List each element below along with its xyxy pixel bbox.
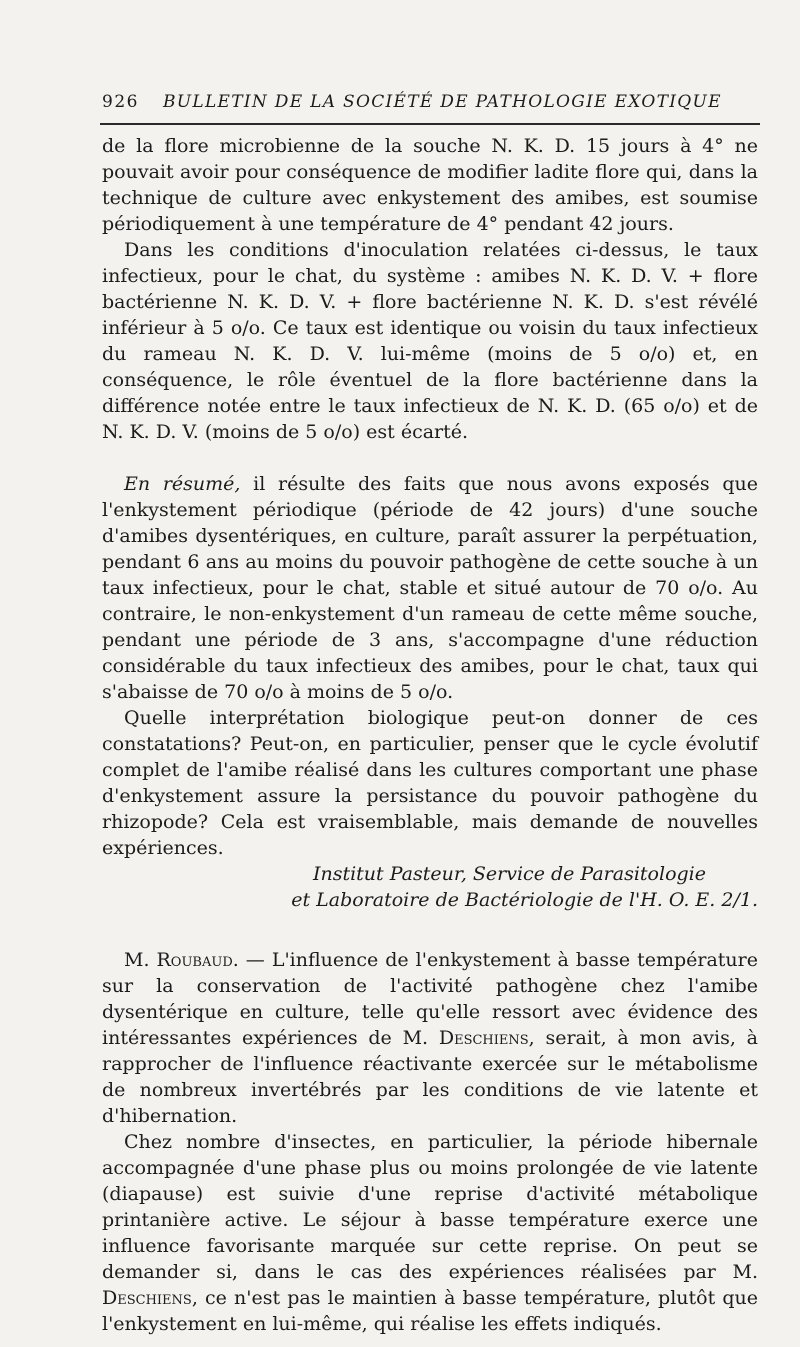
paragraph-continuation: de la flore microbienne de la souche N. K. D. 15 jours à 4° ne pouvait avoir pour conséquence de modifier ladite flore qui, dans la technique de culture avec enkystement des amibes, est soumise périodiquement à une température de 4° pendant 42 jours. [102,135,758,235]
insects-text-a: Chez nombre d'insectes, en particulier, la période hibernale accompagnée d'une phase plus ou moins prolongée de vie latente (diapause) est suivie d'une reprise d'activité métabolique printanière active. Le séjour à basse température exerce une influence favorisante marquée sur cette reprise. On peut se demander si, dans le cas des expériences réalisées par M. [102,1131,758,1283]
affiliation-line-1: Institut Pasteur, Service de Parasitologie [312,863,706,885]
journal-title: BULLETIN DE LA SOCIÉTÉ DE PATHOLOGIE EXOTIQUE [162,92,722,112]
author-name-roubaud: M. Roubaud. [124,949,239,971]
roubaud-text-b: , serait, à mon avis, à rapprocher de l'influence réactivante exercée sur le métabolisme de nombreux invertébrés par les conditions de vie latente et d'hibernation. [102,1027,758,1127]
author-name-deschiens-2: Deschiens [102,1287,192,1309]
author-name-deschiens: Deschiens [438,1027,529,1049]
paragraph-roubaud-comment [102,947,758,1129]
body-text [102,133,758,1337]
paragraph-summary [102,471,758,705]
paragraph-inoculation-conditions: Dans les conditions d'inoculation relatées ci-dessus, le taux infectieux, pour le chat, du système : amibes N. K. D. V. + flore bactérienne N. K. D. V. + flore bactérienne N. K. D. s'est révélé inférieur à 5 o/o. Ce taux est identique ou voisin du taux infectieux du rameau N. K. D. V. lui-même (moins de 5 o/o) et, en conséquence, le rôle éventuel de la flore bactérienne dans la différence notée entre le taux infectieux de N. K. D. (65 o/o) et de N. K. D. V. (moins de 5 o/o) est écarté. [102,239,758,443]
summary-text: il résulte des faits que nous avons exposés que l'enkystement périodique (période de 42 jours) d'une souche d'amibes dysentériques, en culture, paraît assurer la perpétuation, pendant 6 ans au moins du pouvoir pathogène de cette souche à un taux infectieux, pour le chat, stable et situé autour de 70 o/o. Au contraire, le non-enkystement d'un rameau de cette même souche, pendant une période de 3 ans, s'accompagne d'une réduction considérable du taux infectieux des amibes, pour le chat, taux qui s'abaisse de 70 o/o à moins de 5 o/o. [102,473,758,703]
summary-lead: En résumé, [124,473,241,495]
roubaud-text-a: — L'influence de l'enkystement à basse température sur la conservation de l'activité pathogène chez l'amibe dysentérique en culture, telle qu'elle ressort avec évidence des intéressantes expériences de M. [102,949,758,1049]
insects-text-b: , ce n'est pas le maintien à basse température, plutôt que l'enkystement en lui-même, qui réalise les effets indiqués. [102,1287,758,1335]
paragraph-interpretation: Quelle interprétation biologique peut-on donner de ces constatations? Peut-on, en particulier, penser que le cycle évolutif complet de l'amibe réalisé dans les cultures comportant une phase d'enkystement assure la persistance du pouvoir pathogène du rhizopode? Cela est vraisemblable, mais demande de nouvelles expériences. [102,707,758,859]
running-head [102,92,758,120]
affiliation-line-2: et Laboratoire de Bactériologie de l'H. O. E. 2/1. [291,889,758,911]
page-number: 926 [102,92,139,112]
paragraph-insects [102,1129,758,1337]
header-rule [100,123,760,125]
